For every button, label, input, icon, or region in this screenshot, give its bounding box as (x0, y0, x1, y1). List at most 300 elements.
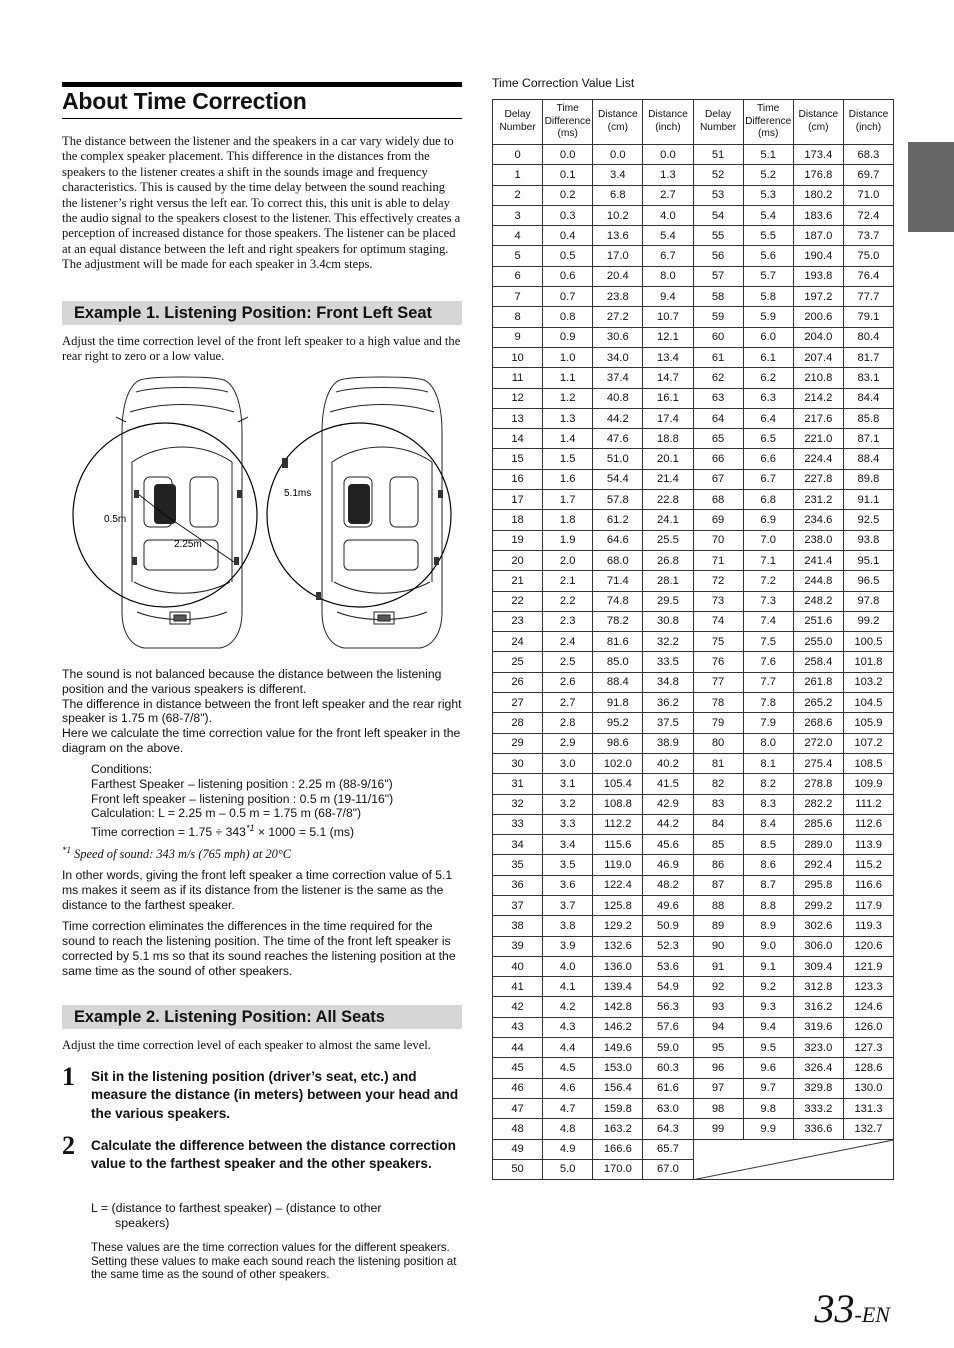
table-cell: 221.0 (793, 429, 843, 449)
table-cell: 120.6 (843, 936, 893, 956)
table-cell: 57.6 (643, 1017, 693, 1037)
table-row (493, 611, 894, 631)
table-row (493, 814, 894, 834)
table-row (493, 550, 894, 570)
table-cell: 3.6 (543, 875, 593, 895)
table-row (493, 429, 894, 449)
table-row (493, 997, 894, 1017)
table-cell: 12 (493, 388, 543, 408)
table-cell: 28 (493, 713, 543, 733)
table-cell: 9.1 (743, 956, 793, 976)
table-cell: 96 (693, 1058, 743, 1078)
table-cell: 60.3 (643, 1058, 693, 1078)
table-cell: 6.0 (743, 327, 793, 347)
table-cell: 1.0 (543, 347, 593, 367)
table-cell: 251.6 (793, 611, 843, 631)
conclusion-paragraph: In other words, giving the front left speaker a time correction value of 5.1 ms makes it seem as if its distance from the listener is the same as the distance to the farthest speaker. (62, 868, 453, 912)
table-cell: 98 (693, 1098, 743, 1118)
car-left (116, 377, 248, 648)
table-cell: 4 (493, 226, 543, 246)
table-row (493, 733, 894, 753)
table-row (493, 185, 894, 205)
table-cell: 306.0 (793, 936, 843, 956)
table-cell: 55 (693, 226, 743, 246)
table-cell: 81 (693, 753, 743, 773)
table-cell: 101.8 (843, 652, 893, 672)
table-cell: 1 (493, 165, 543, 185)
table-cell: 0.9 (543, 327, 593, 347)
table-cell: 204.0 (793, 327, 843, 347)
table-row (493, 835, 894, 855)
table-cell: 3.8 (543, 916, 593, 936)
table-cell: 30.6 (593, 327, 643, 347)
table-cell: 23.8 (593, 287, 643, 307)
table-cell: 72.4 (843, 205, 893, 225)
table-cell: 234.6 (793, 510, 843, 530)
table-cell: 8.7 (743, 875, 793, 895)
table-cell: 8.6 (743, 855, 793, 875)
table-cell: 142.8 (593, 997, 643, 1017)
table-cell: 93.8 (843, 530, 893, 550)
table-cell: 67 (693, 469, 743, 489)
table-cell: 8.4 (743, 814, 793, 834)
table-cell: 47 (493, 1098, 543, 1118)
table-cell: 5.8 (743, 287, 793, 307)
table-cell: 159.8 (593, 1098, 643, 1118)
table-cell: 44 (493, 1038, 543, 1058)
table-cell: 59.0 (643, 1038, 693, 1058)
table-cell: 59 (693, 307, 743, 327)
example2-text: Adjust the time correction level of each speaker to almost the same level. (62, 1038, 431, 1052)
table-cell: 92.5 (843, 510, 893, 530)
footnote-mark: *1 (62, 845, 71, 855)
table-cell: 6.6 (743, 449, 793, 469)
table-cell: 20.4 (593, 266, 643, 286)
table-cell: 2.3 (543, 611, 593, 631)
table-row (493, 327, 894, 347)
table-cell: 326.4 (793, 1058, 843, 1078)
table-cell: 131.3 (843, 1098, 893, 1118)
table-cell: 319.6 (793, 1017, 843, 1037)
table-cell: 84.4 (843, 388, 893, 408)
table-cell: 32.2 (643, 632, 693, 652)
table-cell: 14 (493, 429, 543, 449)
table-cell: 82 (693, 774, 743, 794)
table-cell: 6.3 (743, 388, 793, 408)
table-row (493, 408, 894, 428)
table-cell: 2.5 (543, 652, 593, 672)
table-cell: 10 (493, 347, 543, 367)
conditions-block (91, 762, 461, 840)
table-row (493, 916, 894, 936)
table-cell: 33.5 (643, 652, 693, 672)
table-cell: 4.8 (543, 1119, 593, 1139)
table-cell: 28.1 (643, 571, 693, 591)
table-cell: 71 (693, 550, 743, 570)
table-cell: 21 (493, 571, 543, 591)
table-cell: 3.4 (593, 165, 643, 185)
analysis-line: The sound is not balanced because the distance between the listening position and the various speakers is different. (62, 667, 442, 696)
table-cell: 4.2 (543, 997, 593, 1017)
table-cell: 9.9 (743, 1119, 793, 1139)
table-cell: 6.2 (743, 368, 793, 388)
table-cell: 27.2 (593, 307, 643, 327)
table-cell: 275.4 (793, 753, 843, 773)
table-cell: 83 (693, 794, 743, 814)
table-cell: 132.7 (843, 1119, 893, 1139)
distance-formula (91, 1201, 461, 1231)
speaker-icons-right (282, 458, 443, 600)
table-cell: 64 (693, 408, 743, 428)
table-cell: 31 (493, 774, 543, 794)
table-cell: 62 (693, 368, 743, 388)
table-cell: 79.1 (843, 307, 893, 327)
table-cell: 2.8 (543, 713, 593, 733)
table-cell: 1.8 (543, 510, 593, 530)
table-cell: 38.9 (643, 733, 693, 753)
header-cell: Distance (cm) (593, 100, 643, 145)
table-cell: 26 (493, 672, 543, 692)
table-cell: 88.4 (843, 449, 893, 469)
table-cell: 214.2 (793, 388, 843, 408)
table-row (493, 693, 894, 713)
table-cell: 104.5 (843, 693, 893, 713)
table-cell: 85.8 (843, 408, 893, 428)
table-cell: 190.4 (793, 246, 843, 266)
table-cell: 91.1 (843, 490, 893, 510)
table-cell: 116.6 (843, 875, 893, 895)
table-cell: 0.0 (543, 145, 593, 165)
table-cell: 197.2 (793, 287, 843, 307)
table-cell: 89.8 (843, 469, 893, 489)
table-cell: 71.4 (593, 571, 643, 591)
table-cell: 41 (493, 977, 543, 997)
table-cell: 48.2 (643, 875, 693, 895)
table-header-row (493, 100, 894, 145)
table-cell: 74.8 (593, 591, 643, 611)
table-cell: 128.6 (843, 1058, 893, 1078)
table-cell: 7.2 (743, 571, 793, 591)
table-cell: 227.8 (793, 469, 843, 489)
table-cell: 9 (493, 327, 543, 347)
table-cell: 30 (493, 753, 543, 773)
table-cell: 80.4 (843, 327, 893, 347)
table-cell: 2 (493, 185, 543, 205)
table-cell: 29 (493, 733, 543, 753)
time-correction-result: × 1000 = 5.1 (ms) (254, 825, 355, 840)
car-right (322, 377, 442, 648)
table-row (493, 632, 894, 652)
table-cell: 36.2 (643, 693, 693, 713)
table-cell: 98.6 (593, 733, 643, 753)
table-cell: 76 (693, 652, 743, 672)
page-number-suffix: -EN (854, 1302, 890, 1327)
table-cell: 42.9 (643, 794, 693, 814)
table-row (493, 1119, 894, 1139)
table-cell: 113.9 (843, 835, 893, 855)
table-cell: 6.1 (743, 347, 793, 367)
table-cell: 22.8 (643, 490, 693, 510)
time-correction-table (492, 99, 894, 1180)
formula-line: speakers) (115, 1216, 170, 1230)
table-cell: 79 (693, 713, 743, 733)
table-cell: 40.8 (593, 388, 643, 408)
footnote-text: Speed of sound: 343 m/s (765 mph) at 20°C (71, 847, 292, 862)
table-cell: 6 (493, 266, 543, 286)
table-cell: 241.4 (793, 550, 843, 570)
table-cell: 126.0 (843, 1017, 893, 1037)
table-cell: 70 (693, 530, 743, 550)
table-cell: 9.5 (743, 1038, 793, 1058)
table-cell: 7.9 (743, 713, 793, 733)
table-cell: 92 (693, 977, 743, 997)
page-number (815, 1286, 890, 1338)
table-cell: 0.1 (543, 165, 593, 185)
example1-conclusion (62, 868, 462, 986)
table-cell: 0.4 (543, 226, 593, 246)
table-cell: 52.3 (643, 936, 693, 956)
table-cell: 30.8 (643, 611, 693, 631)
table-row (493, 672, 894, 692)
table-cell: 4.9 (543, 1139, 593, 1159)
table-cell: 1.2 (543, 388, 593, 408)
table-row (493, 205, 894, 225)
footnote-ref: *1 (245, 823, 255, 834)
table-cell: 86 (693, 855, 743, 875)
table-cell: 9.4 (643, 287, 693, 307)
table-cell: 78.2 (593, 611, 643, 631)
table-cell: 56.3 (643, 997, 693, 1017)
table-cell: 117.9 (843, 895, 893, 915)
table-cell: 54 (693, 205, 743, 225)
table-cell: 2.2 (543, 591, 593, 611)
table-cell: 183.6 (793, 205, 843, 225)
table-cell: 41.5 (643, 774, 693, 794)
table-cell: 244.8 (793, 571, 843, 591)
table-cell: 61.2 (593, 510, 643, 530)
table-cell: 42 (493, 997, 543, 1017)
table-cell: 75.0 (843, 246, 893, 266)
table-cell: 34.0 (593, 347, 643, 367)
table-cell: 51 (693, 145, 743, 165)
table-cell: 129.2 (593, 916, 643, 936)
table-cell: 45.6 (643, 835, 693, 855)
table-cell: 40 (493, 956, 543, 976)
header-cell: Delay Number (493, 100, 543, 145)
table-cell: 1.3 (543, 408, 593, 428)
table-cell: 95.1 (843, 550, 893, 570)
table-cell: 91.8 (593, 693, 643, 713)
table-cell: 87 (693, 875, 743, 895)
table-cell: 4.3 (543, 1017, 593, 1037)
table-cell: 7.1 (743, 550, 793, 570)
table-cell: 255.0 (793, 632, 843, 652)
table-cell: 5.0 (543, 1159, 593, 1179)
table-cell: 100.5 (843, 632, 893, 652)
table-cell: 139.4 (593, 977, 643, 997)
table-cell: 272.0 (793, 733, 843, 753)
table-cell: 285.6 (793, 814, 843, 834)
table-cell: 88 (693, 895, 743, 915)
table-cell: 0.5 (543, 246, 593, 266)
table-cell: 2.0 (543, 550, 593, 570)
table-cell: 22 (493, 591, 543, 611)
table-cell: 153.0 (593, 1058, 643, 1078)
table-cell: 3.1 (543, 774, 593, 794)
table-row (493, 936, 894, 956)
table-cell: 13.4 (643, 347, 693, 367)
table-cell: 1.9 (543, 530, 593, 550)
table-row (493, 490, 894, 510)
table-cell: 8 (493, 307, 543, 327)
header-cell: Time Difference (ms) (543, 100, 593, 145)
table-cell: 44.2 (643, 814, 693, 834)
table-cell: 119.3 (843, 916, 893, 936)
table-cell: 6.7 (643, 246, 693, 266)
conditions-line (91, 821, 461, 840)
table-cell: 37.5 (643, 713, 693, 733)
table-cell: 23 (493, 611, 543, 631)
table-cell: 278.8 (793, 774, 843, 794)
table-cell: 124.6 (843, 997, 893, 1017)
table-cell: 4.4 (543, 1038, 593, 1058)
table-cell: 49 (493, 1139, 543, 1159)
table-cell: 3.5 (543, 855, 593, 875)
table-cell: 231.2 (793, 490, 843, 510)
table-cell: 1.1 (543, 368, 593, 388)
table-row (493, 266, 894, 286)
table-cell: 24 (493, 632, 543, 652)
table-cell: 1.3 (643, 165, 693, 185)
table-cell: 85.0 (593, 652, 643, 672)
table-row (493, 510, 894, 530)
table-cell: 66 (693, 449, 743, 469)
table-cell: 26.8 (643, 550, 693, 570)
table-cell: 136.0 (593, 956, 643, 976)
table-cell: 99.2 (843, 611, 893, 631)
table-cell: 111.2 (843, 794, 893, 814)
analysis-line: Here we calculate the time correction value for the front left speaker in the diagram on the above. (62, 726, 461, 755)
table-cell: 46 (493, 1078, 543, 1098)
table-cell: 6.9 (743, 510, 793, 530)
footnote (62, 842, 462, 862)
table-cell: 53.6 (643, 956, 693, 976)
table-cell: 224.4 (793, 449, 843, 469)
table-cell: 1.5 (543, 449, 593, 469)
table-cell: 88.4 (593, 672, 643, 692)
table-row (493, 1038, 894, 1058)
table-cell: 333.2 (793, 1098, 843, 1118)
table-cell: 119.0 (593, 855, 643, 875)
table-cell: 19 (493, 530, 543, 550)
section-tab (908, 142, 954, 232)
table-cell: 217.6 (793, 408, 843, 428)
table-row (493, 753, 894, 773)
table-cell: 108.5 (843, 753, 893, 773)
header-cell: Distance (inch) (643, 100, 693, 145)
table-cell: 43 (493, 1017, 543, 1037)
table-cell: 170.0 (593, 1159, 643, 1179)
table-cell: 78 (693, 693, 743, 713)
table-cell: 8.5 (743, 835, 793, 855)
table-cell: 17.4 (643, 408, 693, 428)
table-cell: 65.7 (643, 1139, 693, 1159)
header-cell: Distance (inch) (843, 100, 893, 145)
table-cell: 52 (693, 165, 743, 185)
table-cell: 323.0 (793, 1038, 843, 1058)
table-cell: 24.1 (643, 510, 693, 530)
table-cell: 4.6 (543, 1078, 593, 1098)
table-cell: 60 (693, 327, 743, 347)
table-cell: 180.2 (793, 185, 843, 205)
table-row (493, 388, 894, 408)
step-2-text: Calculate the difference between the distance correction value to the farthest speaker and the other speakers. (91, 1138, 456, 1172)
header-cell: Delay Number (693, 100, 743, 145)
example1-text: Adjust the time correction level of the front left speaker to a high value and the rear right to zero or a low value. (62, 334, 461, 363)
table-cell: 5.2 (743, 165, 793, 185)
table-cell: 91 (693, 956, 743, 976)
conditions-line: Calculation: L = 2.25 m – 0.5 m = 1.75 m (68-7/8") (91, 806, 362, 821)
table-cell: 74 (693, 611, 743, 631)
table-row (493, 977, 894, 997)
table-cell: 316.2 (793, 997, 843, 1017)
table-cell: 65 (693, 429, 743, 449)
table-cell: 7.3 (743, 591, 793, 611)
table-cell: 49.6 (643, 895, 693, 915)
table-cell: 54.4 (593, 469, 643, 489)
table-cell: 7 (493, 287, 543, 307)
table-cell: 6.5 (743, 429, 793, 449)
table-cell: 0.2 (543, 185, 593, 205)
table-cell: 156.4 (593, 1078, 643, 1098)
table-cell: 5.9 (743, 307, 793, 327)
table-cell: 14.7 (643, 368, 693, 388)
table-cell: 336.6 (793, 1119, 843, 1139)
table-cell: 61 (693, 347, 743, 367)
table-cell: 123.3 (843, 977, 893, 997)
table-cell: 2.6 (543, 672, 593, 692)
table-row (493, 469, 894, 489)
table-cell: 289.0 (793, 835, 843, 855)
table-cell: 63 (693, 388, 743, 408)
table-cell: 3.0 (543, 753, 593, 773)
table-cell: 72 (693, 571, 743, 591)
table-row (493, 449, 894, 469)
page-title: About Time Correction (62, 86, 462, 119)
table-row (493, 347, 894, 367)
table-cell: 102.0 (593, 753, 643, 773)
table-row (493, 652, 894, 672)
table-cell: 40.2 (643, 753, 693, 773)
table-cell: 85 (693, 835, 743, 855)
table-cell: 18.8 (643, 429, 693, 449)
table-row (493, 1017, 894, 1037)
table-cell: 210.8 (793, 368, 843, 388)
table-cell: 0.8 (543, 307, 593, 327)
header-cell: Distance (cm) (793, 100, 843, 145)
table-cell: 20 (493, 550, 543, 570)
table-cell: 95 (693, 1038, 743, 1058)
table-row (493, 774, 894, 794)
table-row (493, 1078, 894, 1098)
table-cell: 10.2 (593, 205, 643, 225)
label-time: 5.1ms (284, 488, 312, 499)
table-cell: 45 (493, 1058, 543, 1078)
table-cell: 33 (493, 814, 543, 834)
table-cell: 7.6 (743, 652, 793, 672)
table-cell: 48 (493, 1119, 543, 1139)
table-cell: 99 (693, 1119, 743, 1139)
